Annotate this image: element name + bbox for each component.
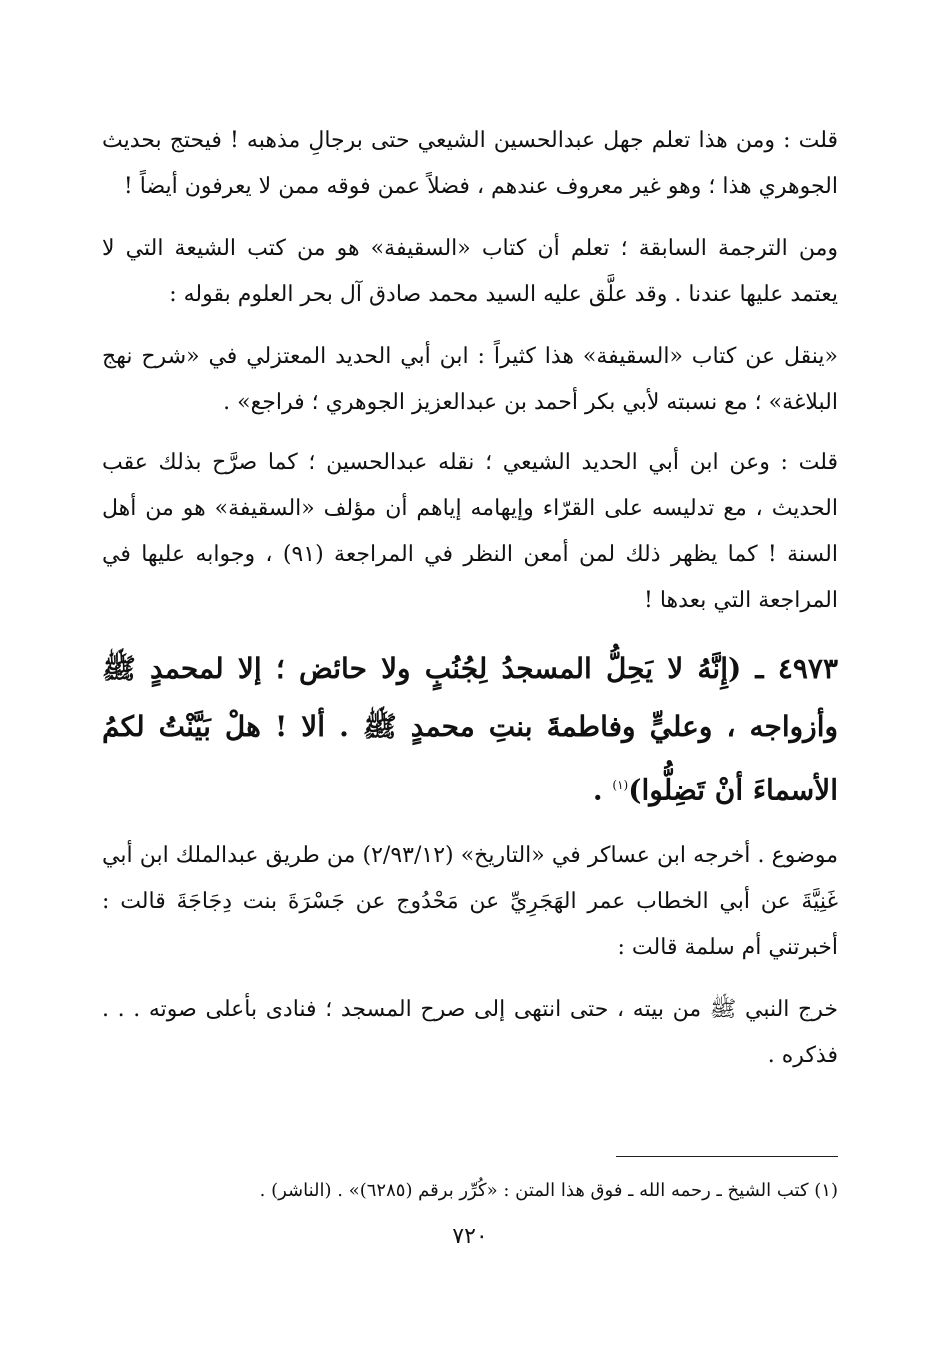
- paragraph-takhrij: موضوع . أخرجه ابن عساكر في «التاريخ» (٢/٩٣/١٢) من طريق عبدالملك ابن أبي غَنِيَّةَ عن أبي الخطاب عمر الهَجَرِيِّ عن مَحْدُوج عن جَسْرَةَ بنت دِجَاجَةَ قالت : أخبرتني أم سلمة قالت :: [102, 843, 838, 961]
- main-text: [102, 118, 838, 1095]
- footnote-text: (١) كتب الشيخ ـ رحمه الله ـ فوق هذا المتن : «كُرِّر برقم (٦٢٨٥)» . (الناشر) .: [259, 1180, 838, 1201]
- footnote-reference: (١): [612, 778, 629, 792]
- paragraph-commentary-3: قلت : وعن ابن أبي الحديد الشيعي ؛ نقله عبدالحسين ؛ كما صرَّح بذلك عقب الحديث ، مع تدليسه على القرّاء وإيهامه إياهم أن مؤلف «السقيفة» هو من أهل السنة ! كما يظهر ذلك لمن أمعن النظر في المراجعة (٩١) ، وجوابه عليها في المراجعة التي بعدها !: [102, 450, 838, 613]
- hadith-text: [102, 640, 838, 819]
- footnote-divider: [616, 1156, 838, 1157]
- paragraph-commentary-2: ومن الترجمة السابقة ؛ تعلم أن كتاب «السقيفة» هو من كتب الشيعة التي لا يعتمد عليها عندنا . وقد علَّق عليه السيد محمد صادق آل بحر العلوم بقوله :: [102, 236, 838, 307]
- hadith-body: ٤٩٧٣ ـ (إِنَّهُ لا يَحِلُّ المسجدُ لِجُنُبٍ ولا حائض ؛ إلا لمحمدٍ ﷺ وأزواجه ، وعليٍّ وفاطمةَ بنتِ محمدٍ ﷺ . ألا ! هلْ بَيَّنْتُ لكمُ الأسماءَ أنْ تَضِلُّوا): [102, 652, 838, 807]
- paragraph-commentary-1: قلت : ومن هذا تعلم جهل عبدالحسين الشيعي حتى برجالِ مذهبه ! فيحتج بحديث الجوهري هذا ؛ وهو غير معروف عندهم ، فضلاً عمن فوقه ممن لا يعرفون أيضاً !: [102, 128, 838, 199]
- page-number: ٧٢٠: [452, 1224, 488, 1249]
- hadith-end: .: [592, 773, 613, 807]
- paragraph-quotation: «ينقل عن كتاب «السقيفة» هذا كثيراً : ابن أبي الحديد المعتزلي في «شرح نهج البلاغة» ؛ مع نسبته لأبي بكر أحمد بن عبدالعزيز الجوهري ؛ فراجع» .: [102, 344, 838, 415]
- paragraph-narration: خرج النبي ﷺ من بيته ، حتى انتهى إلى صرح المسجد ؛ فنادى بأعلى صوته . . . فذكره .: [102, 997, 838, 1069]
